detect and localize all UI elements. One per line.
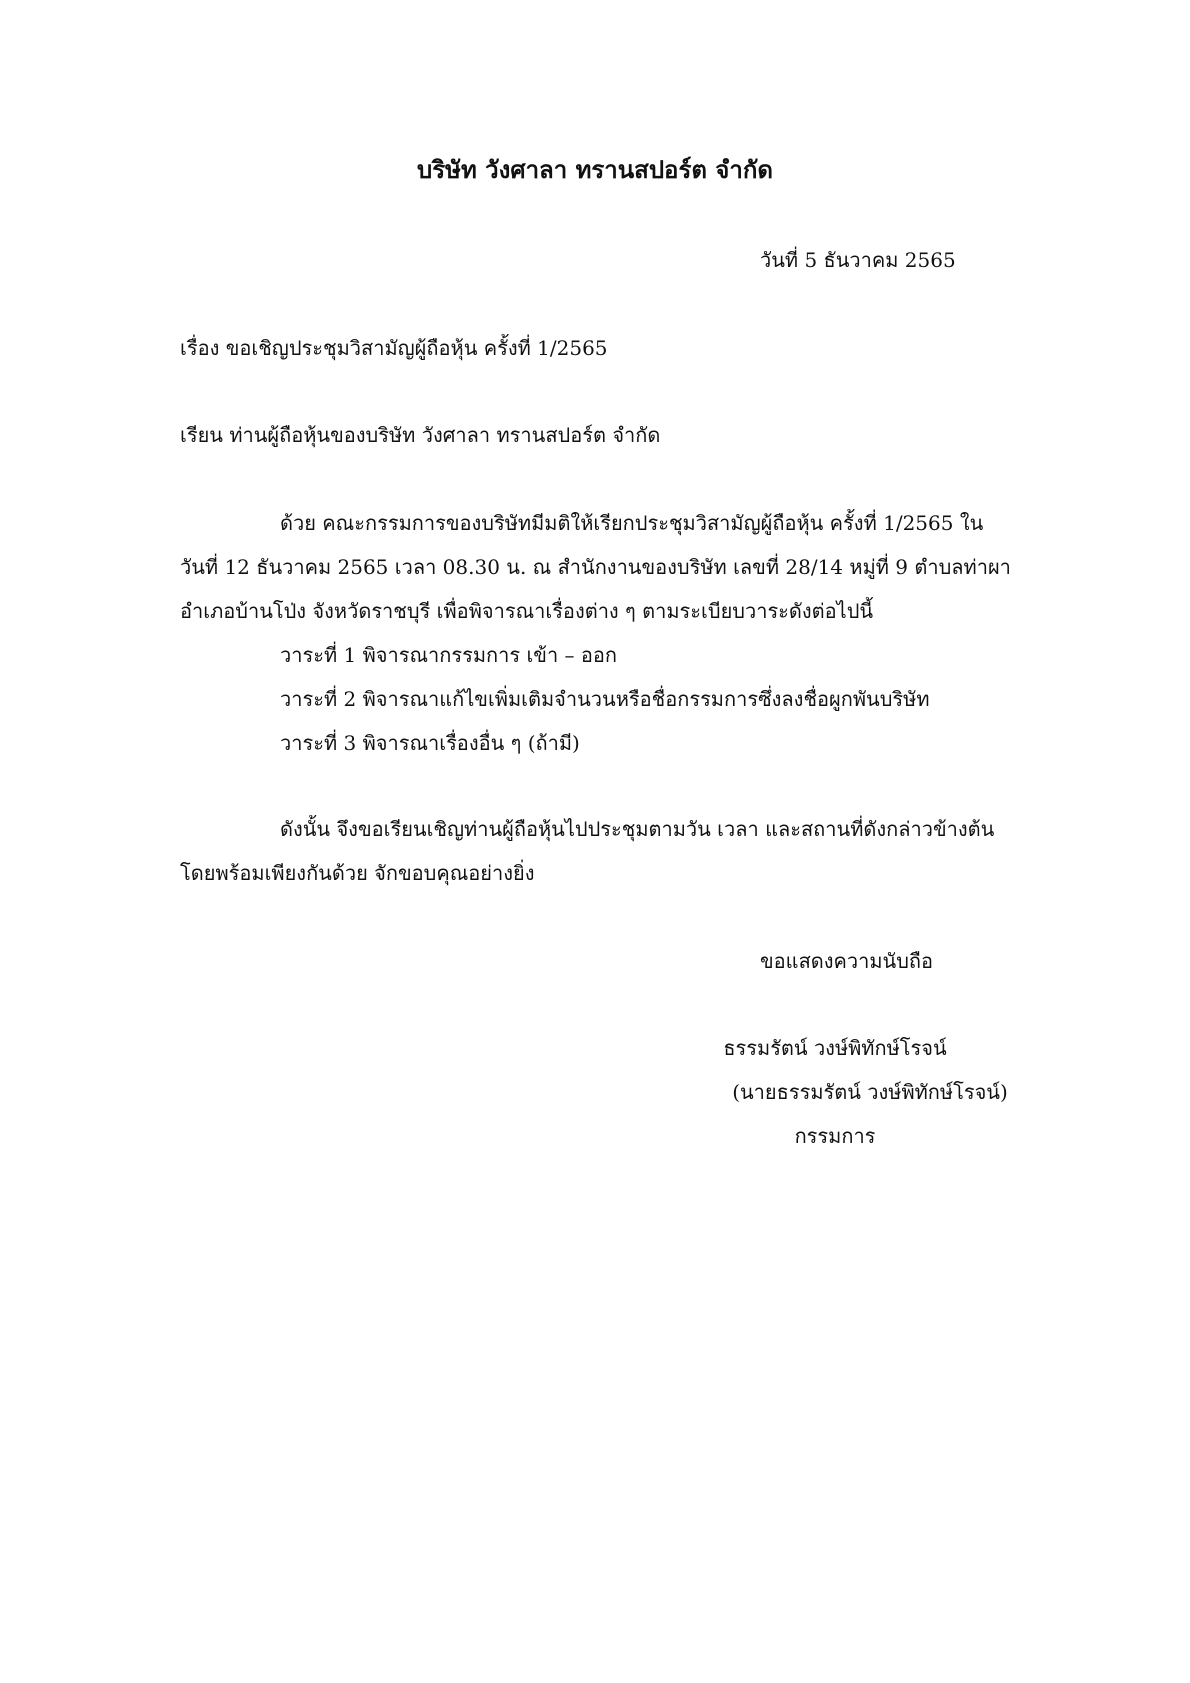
agenda-item: วาระที่ 1 พิจารณากรรมการ เข้า – ออก — [280, 643, 618, 667]
paragraph-1-line-3: อำเภอบ้านโป่ง จังหวัดราชบุรี เพื่อพิจารณาเรื่องต่าง ๆ ตามระเบียบวาระดังต่อไปนี้ — [180, 599, 874, 623]
paragraph-1-line-2: วันที่ 12 ธันวาคม 2565 เวลา 08.30 น. ณ สำนักงานของบริษัท เลขที่ 28/14 หมู่ที่ 9 ตำบลท่าผา — [180, 555, 1011, 579]
agenda-item: วาระที่ 2 พิจารณาแก้ไขเพิ่มเติมจำนวนหรือชื่อกรรมการซึ่งลงชื่อผูกพันบริษัท — [280, 687, 930, 711]
closing-phrase: ขอแสดงความนับถือ — [760, 949, 934, 973]
signature-title: กรรมการ — [794, 1124, 876, 1148]
signature-full-name: (นายธรรมรัตน์ วงษ์พิทักษ์โรจน์) — [732, 1080, 1008, 1104]
letter-date: วันที่ 5 ธันวาคม 2565 — [760, 248, 956, 272]
company-title: บริษัท วังศาลา ทรานสปอร์ต จำกัด — [417, 155, 773, 184]
paragraph-2-line-2: โดยพร้อมเพียงกันด้วย จักขอบคุณอย่างยิ่ง — [180, 861, 535, 885]
letter-subject: เรื่อง ขอเชิญประชุมวิสามัญผู้ถือหุ้น ครั้งที่ 1/2565 — [180, 336, 608, 360]
agenda-item: วาระที่ 3 พิจารณาเรื่องอื่น ๆ (ถ้ามี) — [280, 731, 580, 755]
paragraph-2-line-1: ดังนั้น จึงขอเรียนเชิญท่านผู้ถือหุ้นไปประชุมตามวัน เวลา และสถานที่ดังกล่าวข้างต้น — [280, 817, 995, 841]
paragraph-1-line-1: ด้วย คณะกรรมการของบริษัทมีมติให้เรียกประชุมวิสามัญผู้ถือหุ้น ครั้งที่ 1/2565 ใน — [280, 511, 984, 535]
signature-name: ธรรมรัตน์ วงษ์พิทักษ์โรจน์ — [723, 1036, 947, 1060]
letter-recipient: เรียน ท่านผู้ถือหุ้นของบริษัท วังศาลา ทรานสปอร์ต จำกัด — [180, 423, 661, 447]
